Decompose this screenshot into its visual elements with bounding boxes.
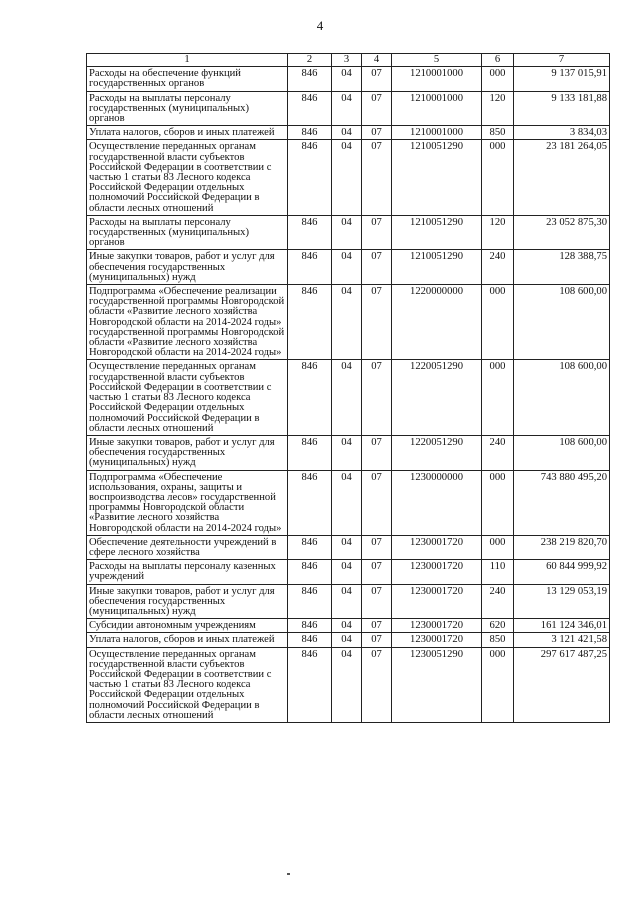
- amount: 297 617 487,25: [514, 647, 610, 722]
- target-article-code: 1220051290: [392, 360, 482, 435]
- amount: 108 600,00: [514, 435, 610, 470]
- expense-type-code: 000: [482, 140, 514, 215]
- amount: 238 219 820,70: [514, 535, 610, 559]
- table-row: [87, 647, 610, 722]
- section-code: 04: [332, 435, 362, 470]
- expense-type-code: 000: [482, 360, 514, 435]
- subsection-code: 07: [362, 619, 392, 633]
- target-article-code: 1210051290: [392, 215, 482, 250]
- table-row: [87, 126, 610, 140]
- expense-type-code: 850: [482, 126, 514, 140]
- amount: 60 844 999,92: [514, 560, 610, 584]
- expense-name: Осуществление переданных органам государственной власти субъектов Российской Федерации в соответствии с частью 1 статьи 83 Лесного кодекса Российской Федерации отдельных полномочий Российской Федерации в области лесных отношений: [87, 360, 288, 435]
- expense-type-code: 000: [482, 67, 514, 91]
- target-article-code: 1230001720: [392, 633, 482, 647]
- header-cell: 7: [514, 54, 610, 67]
- ministry-code: 846: [288, 215, 332, 250]
- section-code: 04: [332, 647, 362, 722]
- expense-type-code: 120: [482, 215, 514, 250]
- expense-type-code: 110: [482, 560, 514, 584]
- section-code: 04: [332, 126, 362, 140]
- amount: 128 388,75: [514, 250, 610, 285]
- page-number: 4: [316, 18, 324, 33]
- header-cell: 4: [362, 54, 392, 67]
- section-code: 04: [332, 67, 362, 91]
- subsection-code: 07: [362, 535, 392, 559]
- section-code: 04: [332, 560, 362, 584]
- expense-type-code: 000: [482, 470, 514, 535]
- expense-name: Иные закупки товаров, работ и услуг для обеспечения государственных (муниципальных) нужд: [87, 435, 288, 470]
- target-article-code: 1230051290: [392, 647, 482, 722]
- amount: 13 129 053,19: [514, 584, 610, 619]
- expense-type-code: 240: [482, 584, 514, 619]
- section-code: 04: [332, 535, 362, 559]
- subsection-code: 07: [362, 435, 392, 470]
- expense-type-code: 000: [482, 285, 514, 360]
- target-article-code: 1210051290: [392, 250, 482, 285]
- subsection-code: 07: [362, 470, 392, 535]
- target-article-code: 1210001000: [392, 67, 482, 91]
- section-code: 04: [332, 584, 362, 619]
- ministry-code: 846: [288, 126, 332, 140]
- section-code: 04: [332, 250, 362, 285]
- expense-name: Уплата налогов, сборов и иных платежей: [87, 126, 288, 140]
- subsection-code: 07: [362, 360, 392, 435]
- table-row: [87, 250, 610, 285]
- expense-name: Субсидии автономным учреждениям: [87, 619, 288, 633]
- section-code: 04: [332, 285, 362, 360]
- ministry-code: 846: [288, 560, 332, 584]
- table-row: [87, 619, 610, 633]
- expense-name: Иные закупки товаров, работ и услуг для обеспечения государственных (муниципальных) нужд: [87, 250, 288, 285]
- subsection-code: 07: [362, 633, 392, 647]
- expense-name: Подпрограмма «Обеспечение использования, охраны, защиты и воспроизводства лесов» государственной программы Новгородской области «Развитие лесного хозяйства Новгородской области на 2014-2024 годы»: [87, 470, 288, 535]
- table-row: [87, 91, 610, 126]
- expense-name: Уплата налогов, сборов и иных платежей: [87, 633, 288, 647]
- expense-type-code: 620: [482, 619, 514, 633]
- table-row: [87, 140, 610, 215]
- subsection-code: 07: [362, 126, 392, 140]
- ministry-code: 846: [288, 67, 332, 91]
- target-article-code: 1230001720: [392, 535, 482, 559]
- section-code: 04: [332, 215, 362, 250]
- table-row: [87, 535, 610, 559]
- expense-name: Подпрограмма «Обеспечение реализации государственной программы Новгородской области «Развитие лесного хозяйства Новгородской области на 2014-2024 годы» государственной программы Новгородской области «Развитие лесного хозяйства Новгородской области на 2014-2024 годы»: [87, 285, 288, 360]
- section-code: 04: [332, 470, 362, 535]
- expense-name: Осуществление переданных органам государственной власти субъектов Российской Федерации в соответствии с частью 1 статьи 83 Лесного кодекса Российской Федерации отдельных полномочий Российской Федерации в области лесных отношений: [87, 647, 288, 722]
- expense-type-code: 240: [482, 250, 514, 285]
- expense-name: Осуществление переданных органам государственной власти субъектов Российской Федерации в соответствии с частью 1 статьи 83 Лесного кодекса Российской Федерации отдельных полномочий Российской Федерации в области лесных отношений: [87, 140, 288, 215]
- header-cell: 2: [288, 54, 332, 67]
- table-row: [87, 584, 610, 619]
- expense-type-code: 240: [482, 435, 514, 470]
- ministry-code: 846: [288, 647, 332, 722]
- amount: 3 121 421,58: [514, 633, 610, 647]
- amount: 743 880 495,20: [514, 470, 610, 535]
- target-article-code: 1210001000: [392, 91, 482, 126]
- ministry-code: 846: [288, 584, 332, 619]
- section-code: 04: [332, 633, 362, 647]
- subsection-code: 07: [362, 67, 392, 91]
- section-code: 04: [332, 619, 362, 633]
- table-row: [87, 215, 610, 250]
- ministry-code: 846: [288, 535, 332, 559]
- ministry-code: 846: [288, 619, 332, 633]
- table-row: [87, 67, 610, 91]
- expense-type-code: 850: [482, 633, 514, 647]
- header-cell: 5: [392, 54, 482, 67]
- amount: 9 137 015,91: [514, 67, 610, 91]
- amount: 108 600,00: [514, 285, 610, 360]
- ministry-code: 846: [288, 140, 332, 215]
- target-article-code: 1230001720: [392, 619, 482, 633]
- subsection-code: 07: [362, 285, 392, 360]
- budget-table: [86, 53, 610, 723]
- subsection-code: 07: [362, 584, 392, 619]
- expense-name: Иные закупки товаров, работ и услуг для обеспечения государственных (муниципальных) нужд: [87, 584, 288, 619]
- header-cell: 1: [87, 54, 288, 67]
- ministry-code: 846: [288, 250, 332, 285]
- expense-name: Обеспечение деятельности учреждений в сфере лесного хозяйства: [87, 535, 288, 559]
- table-row: [87, 285, 610, 360]
- header-row: [87, 54, 610, 67]
- target-article-code: 1210051290: [392, 140, 482, 215]
- header-cell: 3: [332, 54, 362, 67]
- target-article-code: 1230000000: [392, 470, 482, 535]
- expense-type-code: 000: [482, 647, 514, 722]
- table-row: [87, 360, 610, 435]
- amount: 108 600,00: [514, 360, 610, 435]
- amount: 161 124 346,01: [514, 619, 610, 633]
- amount: 23 181 264,05: [514, 140, 610, 215]
- expense-type-code: 000: [482, 535, 514, 559]
- section-code: 04: [332, 140, 362, 215]
- target-article-code: 1210001000: [392, 126, 482, 140]
- target-article-code: 1230001720: [392, 560, 482, 584]
- subsection-code: 07: [362, 91, 392, 126]
- table-row: [87, 633, 610, 647]
- subsection-code: 07: [362, 560, 392, 584]
- target-article-code: 1220051290: [392, 435, 482, 470]
- expense-name: Расходы на выплаты персоналу государственных (муниципальных) органов: [87, 215, 288, 250]
- table-row: [87, 560, 610, 584]
- table-row: [87, 435, 610, 470]
- header-cell: 6: [482, 54, 514, 67]
- table-row: [87, 470, 610, 535]
- subsection-code: 07: [362, 215, 392, 250]
- subsection-code: 07: [362, 250, 392, 285]
- ministry-code: 846: [288, 633, 332, 647]
- subsection-code: 07: [362, 140, 392, 215]
- expense-type-code: 120: [482, 91, 514, 126]
- amount: 23 052 875,30: [514, 215, 610, 250]
- target-article-code: 1230001720: [392, 584, 482, 619]
- section-code: 04: [332, 91, 362, 126]
- amount: 3 834,03: [514, 126, 610, 140]
- expense-name: Расходы на выплаты персоналу казенных учреждений: [87, 560, 288, 584]
- ministry-code: 846: [288, 285, 332, 360]
- expense-name: Расходы на выплаты персоналу государственных (муниципальных) органов: [87, 91, 288, 126]
- ministry-code: 846: [288, 91, 332, 126]
- ministry-code: 846: [288, 435, 332, 470]
- target-article-code: 1220000000: [392, 285, 482, 360]
- section-code: 04: [332, 360, 362, 435]
- amount: 9 133 181,88: [514, 91, 610, 126]
- ministry-code: 846: [288, 360, 332, 435]
- subsection-code: 07: [362, 647, 392, 722]
- expense-name: Расходы на обеспечение функций государственных органов: [87, 67, 288, 91]
- scan-artifact: [287, 873, 290, 875]
- ministry-code: 846: [288, 470, 332, 535]
